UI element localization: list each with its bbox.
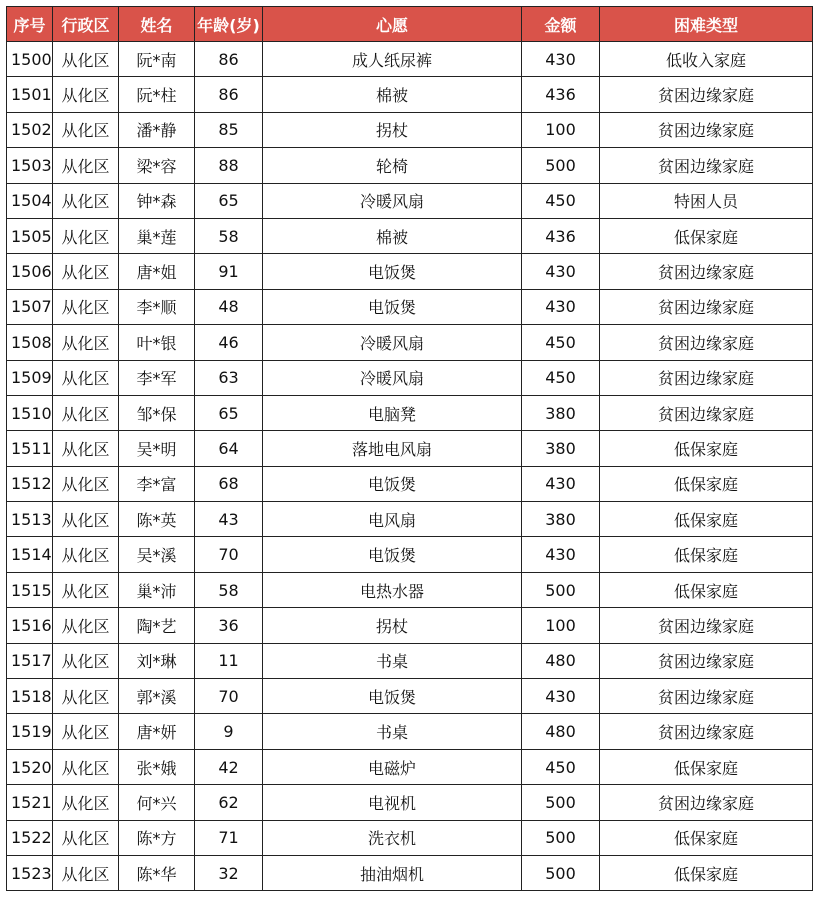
cell-district: 从化区 [53, 325, 119, 360]
cell-wish: 冷暖风扇 [263, 183, 522, 218]
cell-district: 从化区 [53, 289, 119, 324]
header-district: 行政区 [53, 7, 119, 42]
cell-hardship-type: 贫困边缘家庭 [600, 77, 813, 112]
cell-hardship-type: 低收入家庭 [600, 42, 813, 77]
cell-wish: 冷暖风扇 [263, 360, 522, 395]
cell-age: 85 [195, 112, 263, 147]
cell-wish: 拐杖 [263, 112, 522, 147]
cell-id: 1508 [7, 325, 53, 360]
cell-district: 从化区 [53, 714, 119, 749]
cell-district: 从化区 [53, 431, 119, 466]
cell-id: 1500 [7, 42, 53, 77]
cell-hardship-type: 贫困边缘家庭 [600, 325, 813, 360]
table-row [7, 643, 813, 678]
header-amount: 金额 [522, 7, 600, 42]
cell-name: 何*兴 [119, 785, 195, 820]
cell-id: 1519 [7, 714, 53, 749]
table-row [7, 855, 813, 890]
cell-id: 1501 [7, 77, 53, 112]
cell-age: 43 [195, 502, 263, 537]
cell-hardship-type: 低保家庭 [600, 502, 813, 537]
cell-name: 梁*容 [119, 148, 195, 183]
cell-amount: 480 [522, 643, 600, 678]
cell-age: 91 [195, 254, 263, 289]
cell-wish: 冷暖风扇 [263, 325, 522, 360]
cell-age: 68 [195, 466, 263, 501]
cell-age: 9 [195, 714, 263, 749]
cell-id: 1510 [7, 395, 53, 430]
cell-wish: 书桌 [263, 643, 522, 678]
cell-age: 46 [195, 325, 263, 360]
table-row [7, 466, 813, 501]
cell-age: 65 [195, 395, 263, 430]
cell-district: 从化区 [53, 42, 119, 77]
table-row [7, 112, 813, 147]
table-row [7, 360, 813, 395]
cell-name: 陶*艺 [119, 608, 195, 643]
cell-wish: 电磁炉 [263, 749, 522, 784]
header-name: 姓名 [119, 7, 195, 42]
cell-id: 1502 [7, 112, 53, 147]
cell-wish: 电饭煲 [263, 466, 522, 501]
cell-wish: 棉被 [263, 218, 522, 253]
cell-amount: 480 [522, 714, 600, 749]
cell-hardship-type: 贫困边缘家庭 [600, 643, 813, 678]
table-body [7, 42, 813, 891]
cell-amount: 430 [522, 679, 600, 714]
cell-amount: 500 [522, 855, 600, 890]
cell-name: 郭*溪 [119, 679, 195, 714]
cell-wish: 电视机 [263, 785, 522, 820]
wish-table [6, 6, 813, 891]
cell-amount: 500 [522, 572, 600, 607]
cell-hardship-type: 低保家庭 [600, 572, 813, 607]
cell-age: 63 [195, 360, 263, 395]
cell-district: 从化区 [53, 395, 119, 430]
cell-hardship-type: 贫困边缘家庭 [600, 254, 813, 289]
cell-id: 1518 [7, 679, 53, 714]
cell-age: 58 [195, 572, 263, 607]
cell-age: 42 [195, 749, 263, 784]
table-row [7, 431, 813, 466]
cell-age: 58 [195, 218, 263, 253]
cell-id: 1506 [7, 254, 53, 289]
cell-hardship-type: 低保家庭 [600, 431, 813, 466]
cell-district: 从化区 [53, 183, 119, 218]
cell-district: 从化区 [53, 855, 119, 890]
cell-id: 1503 [7, 148, 53, 183]
cell-amount: 436 [522, 218, 600, 253]
cell-id: 1507 [7, 289, 53, 324]
cell-amount: 430 [522, 254, 600, 289]
table-row [7, 218, 813, 253]
cell-name: 巢*莲 [119, 218, 195, 253]
cell-hardship-type: 贫困边缘家庭 [600, 785, 813, 820]
cell-amount: 450 [522, 183, 600, 218]
cell-amount: 100 [522, 608, 600, 643]
cell-district: 从化区 [53, 254, 119, 289]
cell-hardship-type: 低保家庭 [600, 466, 813, 501]
cell-amount: 430 [522, 289, 600, 324]
cell-district: 从化区 [53, 218, 119, 253]
cell-wish: 电饭煲 [263, 679, 522, 714]
header-id: 序号 [7, 7, 53, 42]
cell-name: 刘*琳 [119, 643, 195, 678]
cell-amount: 380 [522, 431, 600, 466]
table-row [7, 325, 813, 360]
cell-id: 1515 [7, 572, 53, 607]
cell-age: 86 [195, 42, 263, 77]
cell-name: 巢*沛 [119, 572, 195, 607]
cell-wish: 抽油烟机 [263, 855, 522, 890]
cell-id: 1516 [7, 608, 53, 643]
cell-amount: 450 [522, 360, 600, 395]
cell-name: 陈*方 [119, 820, 195, 855]
cell-wish: 电热水器 [263, 572, 522, 607]
cell-district: 从化区 [53, 572, 119, 607]
cell-wish: 洗衣机 [263, 820, 522, 855]
cell-age: 71 [195, 820, 263, 855]
cell-name: 阮*南 [119, 42, 195, 77]
cell-name: 李*顺 [119, 289, 195, 324]
cell-wish: 电风扇 [263, 502, 522, 537]
table-row [7, 183, 813, 218]
cell-name: 吴*明 [119, 431, 195, 466]
table-row [7, 714, 813, 749]
table-row [7, 785, 813, 820]
cell-wish: 成人纸尿裤 [263, 42, 522, 77]
cell-id: 1517 [7, 643, 53, 678]
table-row [7, 42, 813, 77]
cell-age: 65 [195, 183, 263, 218]
table-row [7, 608, 813, 643]
cell-district: 从化区 [53, 537, 119, 572]
cell-wish: 电脑凳 [263, 395, 522, 430]
cell-district: 从化区 [53, 112, 119, 147]
cell-age: 64 [195, 431, 263, 466]
cell-age: 70 [195, 679, 263, 714]
table-row [7, 254, 813, 289]
cell-hardship-type: 低保家庭 [600, 820, 813, 855]
cell-wish: 电饭煲 [263, 289, 522, 324]
cell-amount: 100 [522, 112, 600, 147]
cell-hardship-type: 贫困边缘家庭 [600, 395, 813, 430]
cell-name: 张*娥 [119, 749, 195, 784]
cell-name: 李*富 [119, 466, 195, 501]
cell-hardship-type: 低保家庭 [600, 749, 813, 784]
cell-hardship-type: 低保家庭 [600, 537, 813, 572]
cell-amount: 430 [522, 537, 600, 572]
cell-hardship-type: 贫困边缘家庭 [600, 679, 813, 714]
cell-amount: 450 [522, 325, 600, 360]
cell-amount: 380 [522, 395, 600, 430]
cell-district: 从化区 [53, 148, 119, 183]
cell-id: 1514 [7, 537, 53, 572]
cell-id: 1509 [7, 360, 53, 395]
cell-wish: 拐杖 [263, 608, 522, 643]
cell-wish: 书桌 [263, 714, 522, 749]
cell-id: 1521 [7, 785, 53, 820]
cell-district: 从化区 [53, 77, 119, 112]
cell-wish: 电饭煲 [263, 537, 522, 572]
cell-name: 阮*柱 [119, 77, 195, 112]
cell-id: 1505 [7, 218, 53, 253]
cell-district: 从化区 [53, 360, 119, 395]
cell-district: 从化区 [53, 820, 119, 855]
cell-hardship-type: 贫困边缘家庭 [600, 360, 813, 395]
cell-name: 潘*静 [119, 112, 195, 147]
table-row [7, 820, 813, 855]
cell-age: 11 [195, 643, 263, 678]
table-row [7, 537, 813, 572]
cell-wish: 落地电风扇 [263, 431, 522, 466]
cell-amount: 436 [522, 77, 600, 112]
cell-amount: 500 [522, 820, 600, 855]
table-row [7, 502, 813, 537]
cell-name: 陈*英 [119, 502, 195, 537]
cell-name: 叶*银 [119, 325, 195, 360]
cell-amount: 500 [522, 785, 600, 820]
cell-name: 邹*保 [119, 395, 195, 430]
cell-age: 36 [195, 608, 263, 643]
table-row [7, 572, 813, 607]
cell-district: 从化区 [53, 785, 119, 820]
table-row [7, 289, 813, 324]
cell-age: 86 [195, 77, 263, 112]
cell-age: 32 [195, 855, 263, 890]
cell-district: 从化区 [53, 608, 119, 643]
cell-id: 1520 [7, 749, 53, 784]
cell-age: 70 [195, 537, 263, 572]
cell-hardship-type: 贫困边缘家庭 [600, 148, 813, 183]
table-row [7, 749, 813, 784]
cell-name: 陈*华 [119, 855, 195, 890]
cell-amount: 430 [522, 466, 600, 501]
cell-name: 李*军 [119, 360, 195, 395]
cell-hardship-type: 低保家庭 [600, 855, 813, 890]
cell-name: 吴*溪 [119, 537, 195, 572]
cell-id: 1504 [7, 183, 53, 218]
cell-district: 从化区 [53, 749, 119, 784]
header-wish: 心愿 [263, 7, 522, 42]
cell-amount: 380 [522, 502, 600, 537]
header-row [7, 7, 813, 42]
cell-hardship-type: 特困人员 [600, 183, 813, 218]
cell-amount: 450 [522, 749, 600, 784]
cell-hardship-type: 贫困边缘家庭 [600, 112, 813, 147]
cell-district: 从化区 [53, 466, 119, 501]
table-row [7, 395, 813, 430]
cell-id: 1513 [7, 502, 53, 537]
cell-district: 从化区 [53, 502, 119, 537]
cell-id: 1511 [7, 431, 53, 466]
cell-id: 1523 [7, 855, 53, 890]
cell-name: 钟*森 [119, 183, 195, 218]
cell-hardship-type: 低保家庭 [600, 218, 813, 253]
cell-district: 从化区 [53, 679, 119, 714]
cell-age: 48 [195, 289, 263, 324]
cell-amount: 500 [522, 148, 600, 183]
cell-age: 88 [195, 148, 263, 183]
table-row [7, 679, 813, 714]
header-age: 年龄(岁) [195, 7, 263, 42]
cell-hardship-type: 贫困边缘家庭 [600, 289, 813, 324]
cell-age: 62 [195, 785, 263, 820]
cell-amount: 430 [522, 42, 600, 77]
cell-id: 1522 [7, 820, 53, 855]
cell-district: 从化区 [53, 643, 119, 678]
table-row [7, 148, 813, 183]
cell-hardship-type: 贫困边缘家庭 [600, 714, 813, 749]
cell-hardship-type: 贫困边缘家庭 [600, 608, 813, 643]
cell-wish: 棉被 [263, 77, 522, 112]
cell-name: 唐*姐 [119, 254, 195, 289]
cell-name: 唐*妍 [119, 714, 195, 749]
cell-wish: 轮椅 [263, 148, 522, 183]
cell-wish: 电饭煲 [263, 254, 522, 289]
header-hardship-type: 困难类型 [600, 7, 813, 42]
cell-id: 1512 [7, 466, 53, 501]
table-row [7, 77, 813, 112]
